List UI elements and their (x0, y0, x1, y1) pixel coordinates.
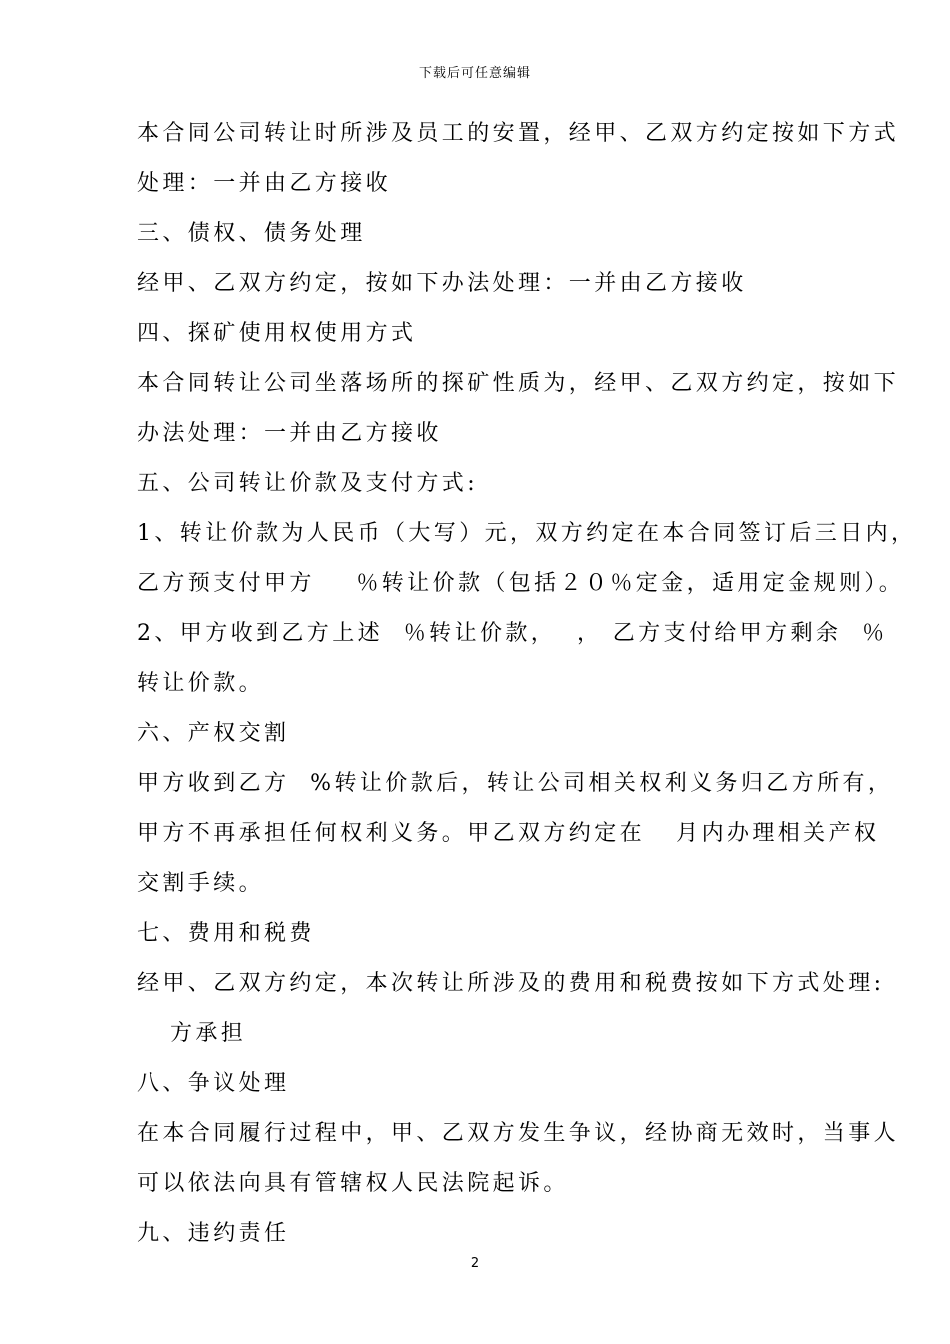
paragraph-line: 2、甲方收到乙方上述 ％转让价款， ， 乙方支付给甲方剩余 ％ (137, 621, 888, 646)
paragraph-line: 转让价款。 (137, 671, 265, 696)
paragraph-line: 交割手续。 (137, 871, 265, 896)
paragraph-line: 甲方不再承担任何权利义务。甲乙双方约定在 月内办理相关产权 (137, 821, 880, 846)
page-header: 下载后可任意编辑 (418, 66, 531, 81)
paragraph-line: 在本合同履行过程中，甲、乙双方发生争议，经协商无效时，当事人 (137, 1121, 900, 1146)
section-heading: 五、公司转让价款及支付方式: (137, 471, 479, 496)
section-heading: 七、费用和税费 (137, 921, 315, 946)
section-heading: 三、债权、债务处理 (137, 221, 366, 246)
section-heading: 九、违约责任 (137, 1221, 290, 1246)
section-heading: 八、争议处理 (137, 1071, 290, 1096)
section-heading: 六、产权交割 (137, 721, 290, 746)
paragraph-line: 可以依法向具有管辖权人民法院起诉。 (137, 1171, 569, 1196)
paragraph-line: 经甲、乙双方约定，按如下办法处理：一并由乙方接收 (137, 271, 747, 296)
paragraph-line: 处理：一并由乙方接收 (137, 171, 392, 196)
section-heading: 四、探矿使用权使用方式 (137, 321, 417, 346)
paragraph-line: 乙方预支付甲方 ％转让价款（包括２０％定金，适用定金规则）。 (137, 571, 905, 596)
paragraph-line: 办法处理：一并由乙方接收 (137, 421, 442, 446)
page-number: 2 (470, 1256, 480, 1271)
paragraph-line: 方承担 (170, 1021, 247, 1046)
paragraph-line: 经甲、乙双方约定，本次转让所涉及的费用和税费按如下方式处理: (137, 971, 885, 996)
paragraph-line: 甲方收到乙方 %转让价款后，转让公司相关权利义务归乙方所有， (137, 771, 894, 796)
contract-body (137, 112, 917, 1262)
paragraph-line: 1、转让价款为人民币（大写）元，双方约定在本合同签订后三日内， (137, 521, 917, 546)
paragraph-line: 本合同转让公司坐落场所的探矿性质为，经甲、乙双方约定，按如下 (137, 371, 900, 396)
paragraph-line: 本合同公司转让时所涉及员工的安置，经甲、乙双方约定按如下方式 (137, 121, 900, 146)
